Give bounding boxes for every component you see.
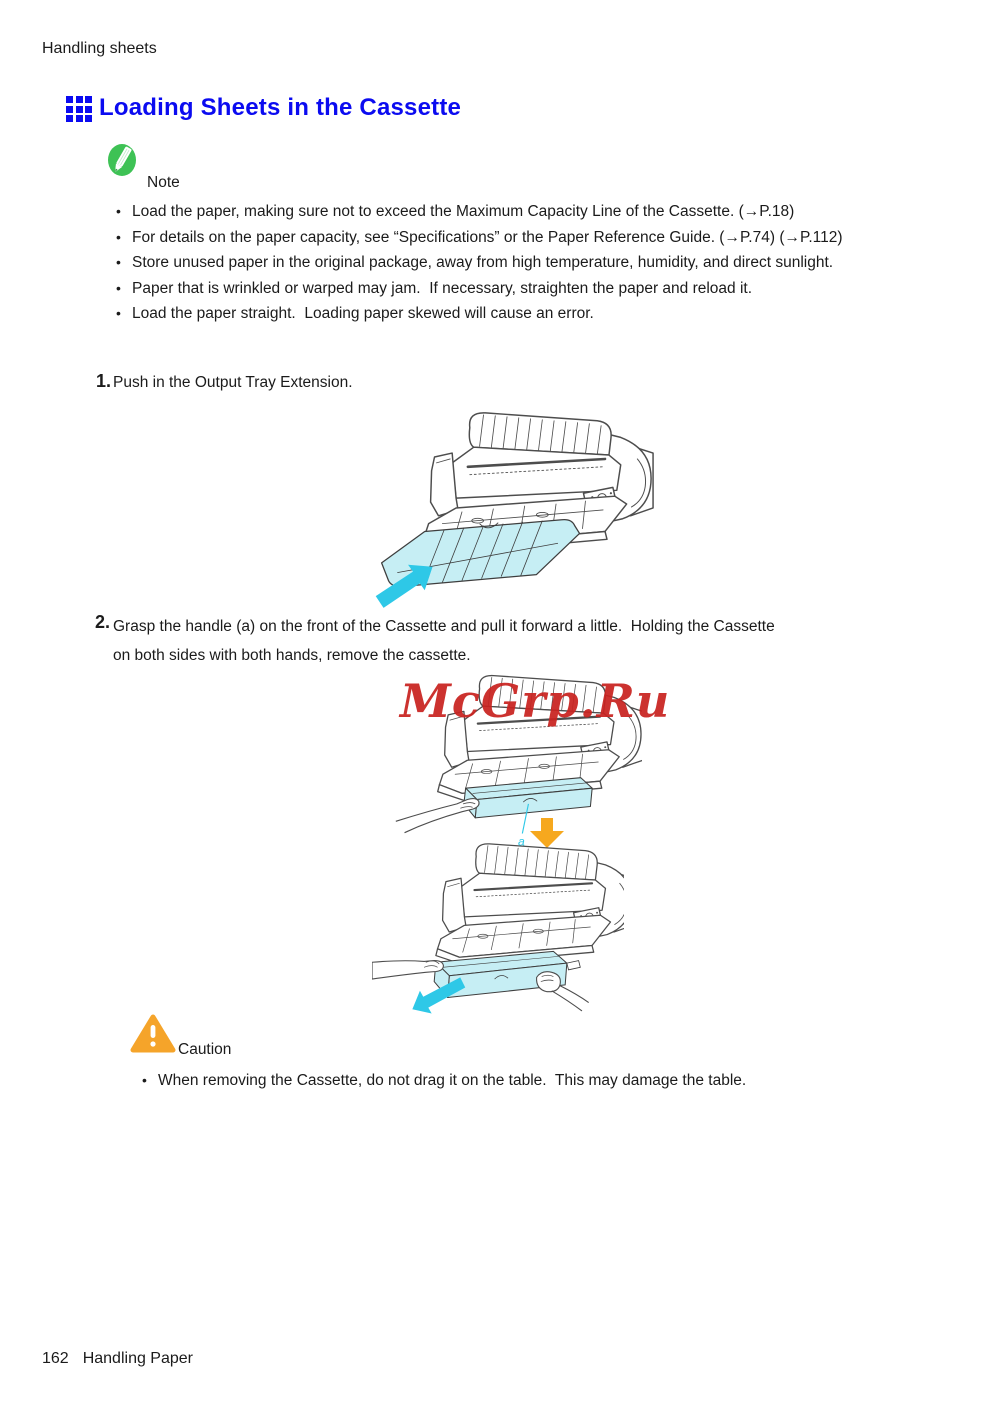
- caution-label: Caution: [178, 1041, 232, 1058]
- warning-triangle-icon: [130, 1013, 176, 1055]
- note-item: • Paper that is wrinkled or warped may jam. If necessary, straighten the paper and reload it.: [114, 276, 960, 302]
- note-list: [114, 199, 960, 327]
- caution-item: • When removing the Cassette, do not drag it on the table. This may damage the table.: [140, 1068, 960, 1094]
- cassette-handle-label: a: [517, 834, 525, 849]
- printer-illustration-1: [362, 396, 656, 616]
- step-2-number: 2.: [95, 612, 111, 632]
- note-item: • Load the paper, making sure not to exceed the Maximum Capacity Line of the Cassette. (→P.18): [114, 199, 960, 225]
- section-title-row: [66, 94, 461, 122]
- hand-sketch: [396, 799, 479, 833]
- page-header: Handling sheets: [42, 40, 157, 57]
- footer-section-label: Handling Paper: [82, 1350, 193, 1367]
- caution-list: [140, 1068, 960, 1094]
- step-1-text: Push in the Output Tray Extension.: [113, 374, 353, 391]
- pencil-note-icon: [107, 143, 137, 177]
- note-item: • Store unused paper in the original package, away from high temperature, humidity, and direct sunlight.: [114, 250, 960, 276]
- watermark: McGrp.Ru: [400, 674, 671, 728]
- grid-icon: [66, 96, 92, 122]
- note-label: Note: [147, 174, 180, 191]
- figure-2-group: [372, 666, 702, 1014]
- note-item: • Load the paper straight. Loading paper skewed will cause an error.: [114, 301, 960, 327]
- left-hand-sketch: [372, 961, 443, 979]
- note-item: • For details on the paper capacity, see “Specifications” or the Paper Reference Guide. (→P.74) (→P.112): [114, 225, 960, 251]
- page-footer: [42, 1350, 193, 1368]
- step-2-text: Grasp the handle (a) on the front of the Cassette and pull it forward a little. Holding the Cassette on both sides with both hands, remove the cassette.: [113, 618, 775, 664]
- cassette-rail: [567, 961, 580, 970]
- printer-illustration-3: [372, 838, 624, 1016]
- footer-page-number: 162: [42, 1350, 69, 1367]
- page-title: Loading Sheets in the Cassette: [99, 94, 462, 121]
- step-1-number: 1.: [96, 371, 112, 391]
